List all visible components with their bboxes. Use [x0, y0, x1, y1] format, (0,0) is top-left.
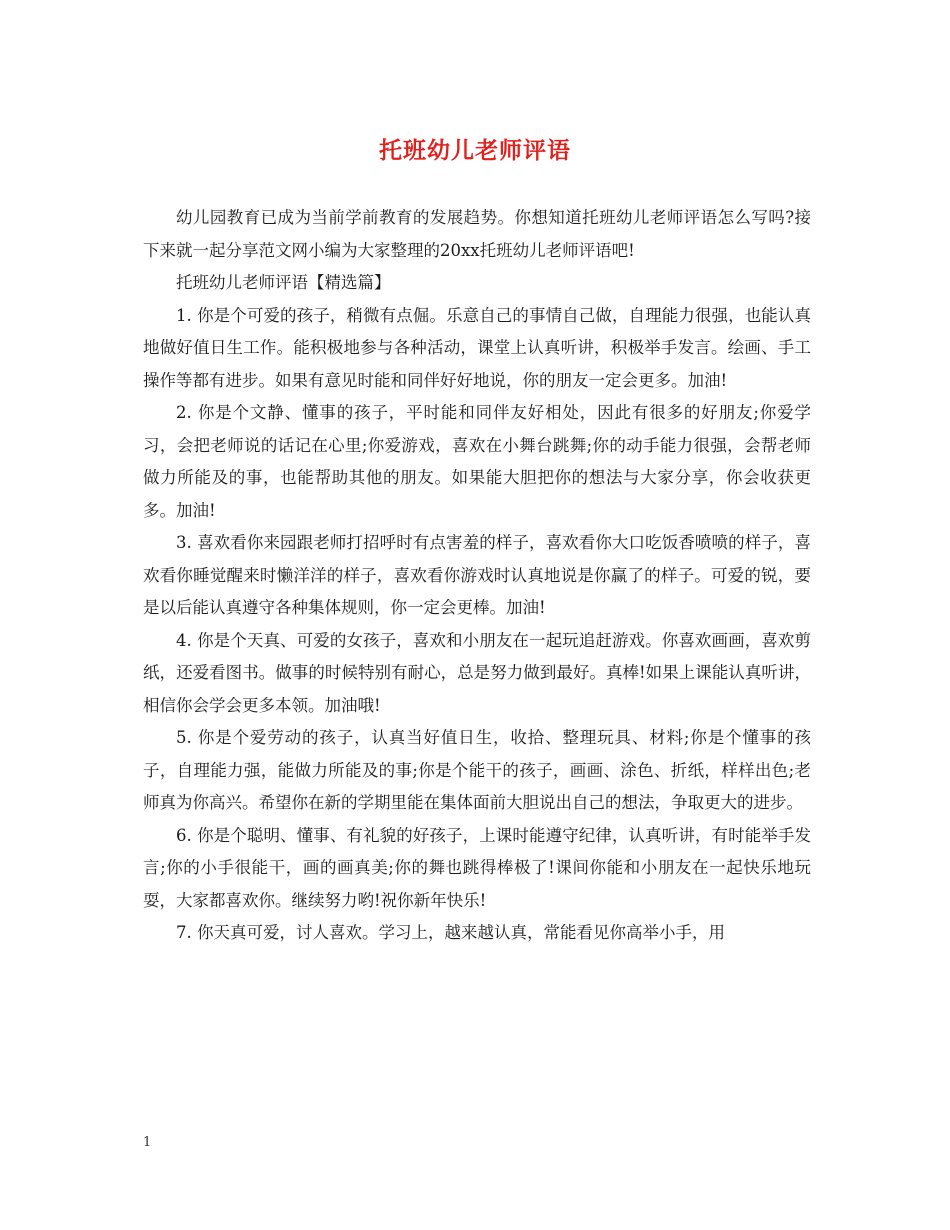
comment-paragraph-1: 1. 你是个可爱的孩子，稍微有点倔。乐意自己的事情自己做，自理能力很强，也能认真地做好值日生工作。能积极地参与各种活动，课堂上认真听讲，积极举手发言。绘画、手工操作等都有进步。如果有意见时能和同伴好好地说，你的朋友一定会更多。加油!: [143, 305, 811, 390]
comment-paragraph-5: 5. 你是个爱劳动的孩子，认真当好值日生，收拾、整理玩具、材料;你是个懂事的孩子，自理能力强，能做力所能及的事;你是个能干的孩子，画画、涂色、折纸，样样出色;老师真为你高兴。希望你在新的学期里能在集体面前大胆说出自己的想法，争取更大的进步。: [143, 728, 811, 812]
page-number: 1: [143, 1135, 152, 1150]
section-heading: 托班幼儿老师评语【精选篇】: [176, 273, 391, 292]
comment-paragraph-6: 6. 你是个聪明、懂事、有礼貌的好孩子，上课时能遵守纪律，认真听讲，有时能举手发言;你的小手很能干，画的画真美;你的舞也跳得棒极了!课间你能和小朋友在一起快乐地玩耍，大家都喜欢你。继续努力哟!祝你新年快乐!: [143, 825, 811, 910]
comment-paragraph-3: 3. 喜欢看你来园跟老师打招呼时有点害羞的样子，喜欢看你大口吃饭香喷喷的样子，喜欢看你睡觉醒来时懒洋洋的样子，喜欢看你游戏时认真地说是你赢了的样子。可爱的锐，要是以后能认真遵守各种集体规则，你一定会更棒。加油!: [143, 533, 811, 617]
intro-paragraph: 幼儿园教育已成为当前学前教育的发展趋势。你想知道托班幼儿老师评语怎么写吗?接下来就一起分享范文网小编为大家整理的20xx托班幼儿老师评语吧!: [143, 208, 811, 260]
document-body: [143, 202, 811, 950]
document-title: 托班幼儿老师评语: [379, 137, 571, 164]
comment-paragraph-2: 2. 你是个文静、懂事的孩子，平时能和同伴友好相处，因此有很多的好朋友;你爱学习，会把老师说的话记在心里;你爱游戏，喜欢在小舞台跳舞;你的动手能力很强，会帮老师做力所能及的事，也能帮助其他的朋友。如果能大胆把你的想法与大家分享，你会收获更多。加油!: [143, 403, 811, 520]
comment-paragraph-4: 4. 你是个天真、可爱的女孩子，喜欢和小朋友在一起玩追赶游戏。你喜欢画画，喜欢剪纸，还爱看图书。做事的时候特别有耐心，总是努力做到最好。真棒!如果上课能认真听讲，相信你会学会更多本领。加油哦!: [143, 630, 811, 715]
comment-paragraph-7: 7. 你天真可爱，讨人喜欢。学习上，越来越认真，常能看见你高举小手，用: [176, 923, 725, 942]
